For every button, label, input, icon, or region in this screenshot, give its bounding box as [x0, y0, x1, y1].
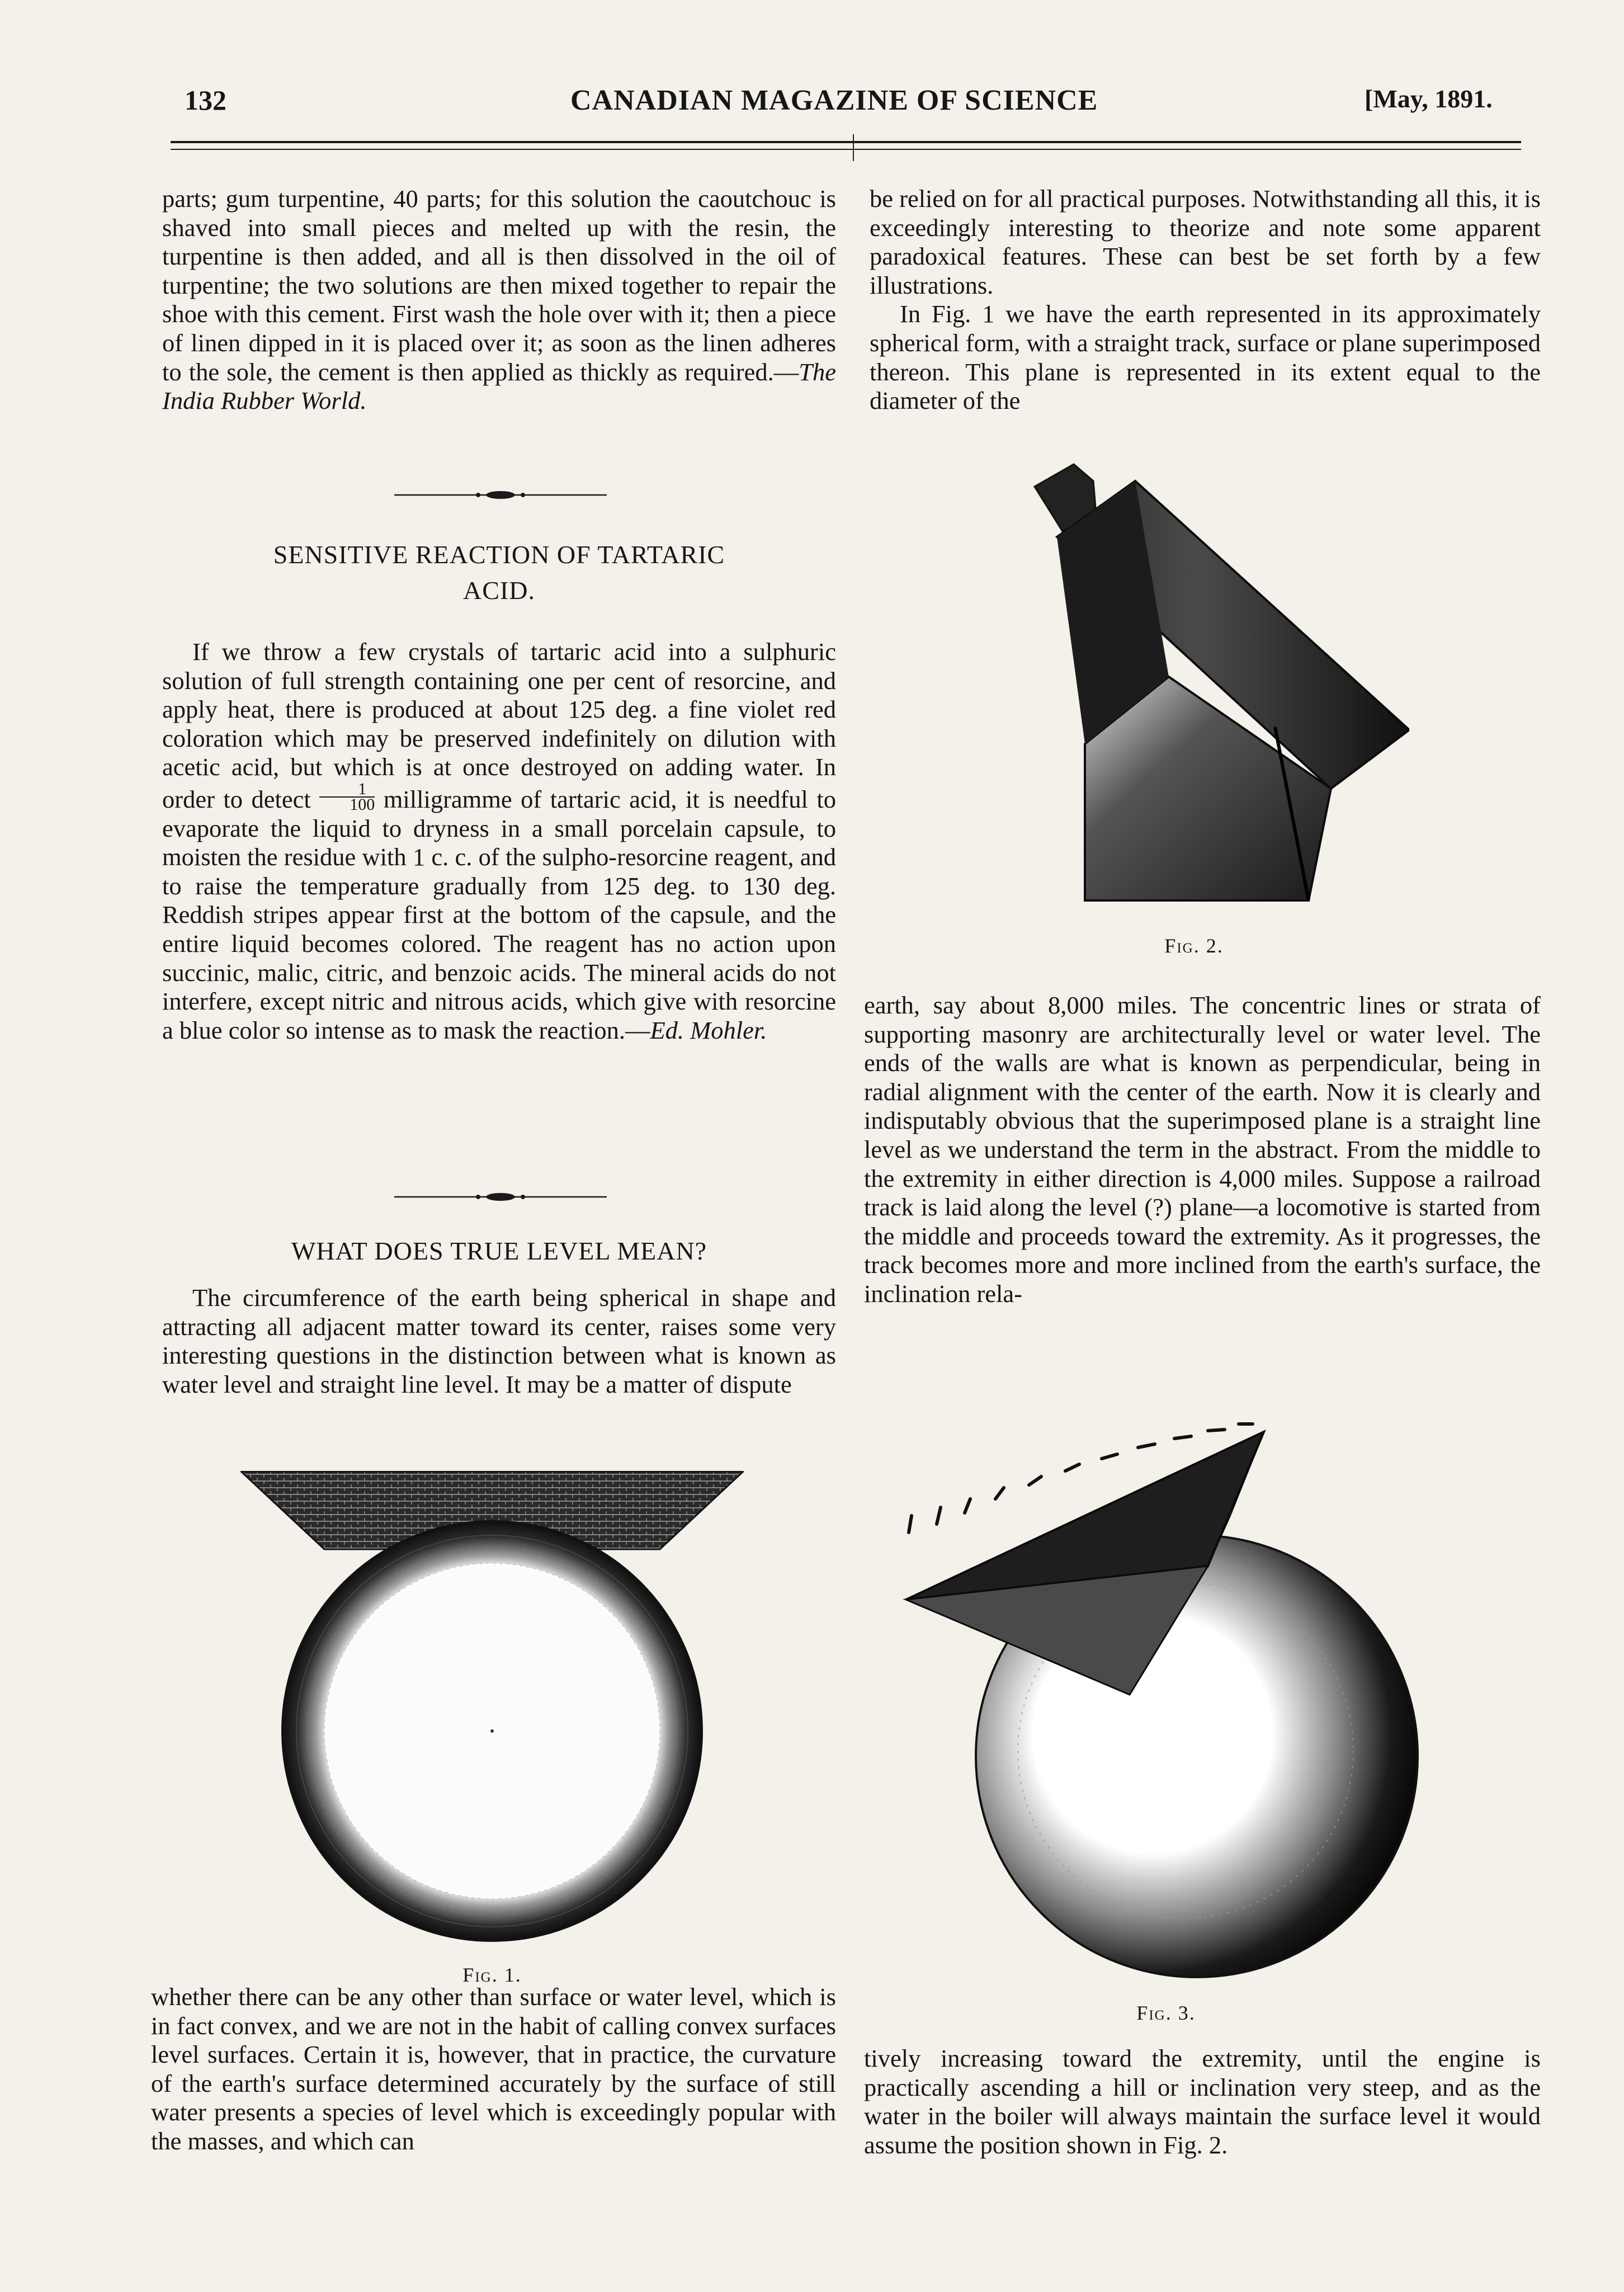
- source-india-rubber-world: The India Rubber World.: [162, 357, 836, 415]
- figure-1-caption: Fig. 1.: [462, 1964, 522, 1986]
- header-rule-thick: [171, 141, 1521, 143]
- heading-tartaric-line-1: SENSITIVE REACTION OF TARTARIC: [273, 540, 725, 569]
- paradox-text: be relied on for all practical purposes. Notwithstanding all this, it is exceedingly interesting to theorize and note some apparent paradoxical features. These can best be set forth by a few illustrations.: [870, 185, 1541, 299]
- right-paragraph-1: [870, 185, 1541, 416]
- strata-text: earth, say about 8,000 miles. The concentric lines or strata of supporting masonry are architecturally level or water level. The ends of the walls are what is known as perpendicular, being in radial alignment with the center of the earth. Now it is clearly and indisputably obvious that the superimposed plane is a straight line level as we understand the term in the abstract. From the middle to the extremity in either direction is 4,000 miles. Suppose a railroad track is laid along the level (?) plane—a locomotive is started from the middle and proceeds toward the extremity. As it progresses, the track becomes more and more inclined from the earth's surface, the inclination rela-: [864, 991, 1541, 1308]
- left-paragraph-3: [162, 1284, 836, 1399]
- left-paragraph-4: [151, 1983, 836, 2156]
- tartaric-text-b: milligramme of tartaric acid, it is needful to evaporate the liquid to dryness in a small porcelain capsule, to moisten the residue with 1 c. c. of the sulpho-resorcine reagent, and to raise the temperature gradually from 125 deg. to 130 deg. Reddish stripes appear first at the bottom of the capsule, and the entire liquid becomes colored. The reagent has no action upon succinic, malic, citric, and benzoic acids. The mineral acids do not interfere, except nitric and nitrous acids, which give with resorcine a blue color so intense as to mask the reaction.—: [162, 785, 837, 1044]
- heading-tartaric-acid: [162, 537, 836, 609]
- column-divider: [853, 134, 854, 161]
- ornament-divider-2: [394, 1189, 607, 1205]
- fraction-denominator: 100: [350, 795, 375, 814]
- heading-true-level: WHAT DOES TRUE LEVEL MEAN?: [291, 1237, 707, 1265]
- journal-title: CANADIAN MAGAZINE OF SCIENCE: [570, 84, 1098, 116]
- true-level-intro: The circumference of the earth being spherical in shape and attracting all adjacent matter toward its center, raises some very interesting questions in the distinction between what is known as water level and straight line level. It may be a matter of dispute: [162, 1284, 836, 1398]
- cement-recipe-text: parts; gum turpentine, 40 parts; for this solution the caoutchouc is shaved into small pieces and melted up with the resin, the turpentine is then added, and all is then dissolved in the oil of turpentine; the two solutions are then mixed together to repair the shoe with this cement. First wash the hole over with it; then a piece of linen dipped in it is placed over it; as soon as the linen adheres to the sole, the cement is then applied as thickly as required.—: [162, 185, 836, 386]
- source-ed-mohler: Ed. Mohler.: [650, 1016, 767, 1044]
- ornament-divider-1: [394, 487, 607, 503]
- right-paragraph-3: [864, 2044, 1541, 2159]
- tartaric-text-a: If we throw a few crystals of tartaric acid into a sulphuric solution of full strength containing one per cent of resorcine, and apply heat, there is produced at about 125 deg. a fine violet red coloration which may be preserved indefinitely on dilution with acetic acid, but which is at once destroyed on adding water. In order to detect: [162, 638, 836, 813]
- heading-tartaric-line-2: ACID.: [463, 576, 535, 605]
- fig1-description: In Fig. 1 we have the earth represented in its approximately spherical form, with a straight track, surface or plane superimposed thereon. This plane is represented in its extent equal to the diameter of the: [870, 300, 1541, 415]
- figure-3-tilted-plane-on-earth: [895, 1398, 1454, 1991]
- fraction-one-hundredth: [319, 779, 375, 814]
- figure-3-caption: Fig. 3.: [1136, 2002, 1196, 2024]
- right-paragraph-2: [864, 991, 1541, 1309]
- figure-2-locomotive-boiler: [995, 447, 1409, 928]
- boiler-level-text: tively increasing toward the extremity, until the engine is practically ascending a hill or inclination very steep, and as the water in the boiler will always maintain the surface level it would assume the position shown in Fig. 2.: [864, 2044, 1541, 2159]
- figure-2-caption: Fig. 2.: [1164, 935, 1224, 957]
- true-level-continued: whether there can be any other than surface or water level, which is in fact convex, and we are not in the habit of calling convex surfaces level surfaces. Certain it is, however, that in practice, the curvature of the earth's surface determined accurately by the surface of still water presents a species of level which is exceedingly popular with the masses, and which can: [151, 1983, 836, 2155]
- fraction-numerator: 1: [319, 782, 375, 798]
- left-paragraph-1: [162, 185, 836, 475]
- figure-1-earth-with-plane: [240, 1471, 744, 1952]
- header-rule-thin: [171, 149, 1521, 150]
- issue-date: [May, 1891.: [1365, 84, 1493, 113]
- left-paragraph-2: [162, 638, 836, 1045]
- page-number: 132: [185, 84, 226, 116]
